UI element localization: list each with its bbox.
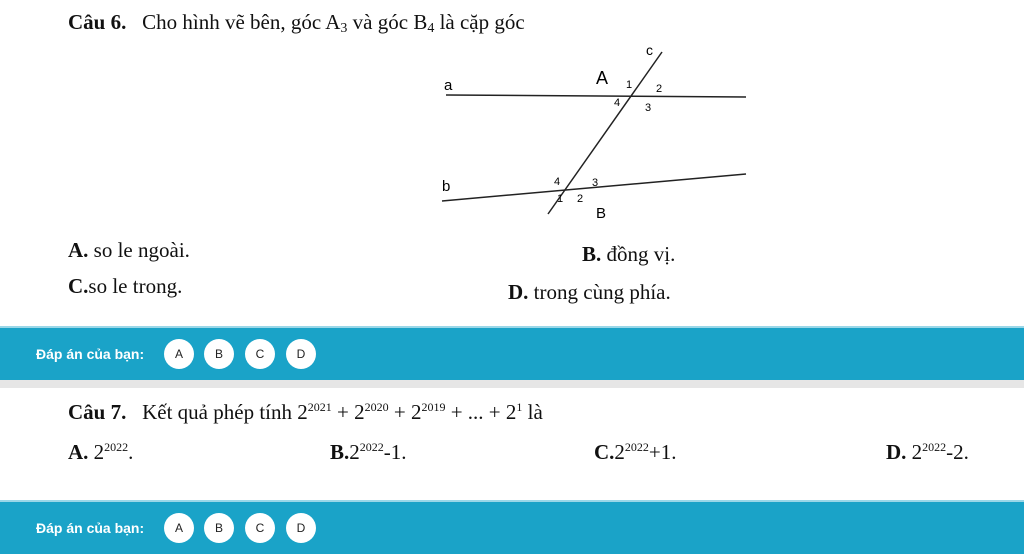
answer-2-choice-d[interactable]: D xyxy=(286,513,316,543)
option-7c-base: 2 xyxy=(614,440,625,464)
option-7d-base: 2 xyxy=(906,440,923,464)
angle-a-1: 1 xyxy=(626,79,633,91)
question-6-label: Câu 6. xyxy=(68,10,127,34)
option-6a-letter: A. xyxy=(68,238,89,262)
angle-a-2: 2 xyxy=(656,83,663,95)
option-7a-letter: A. xyxy=(68,440,89,464)
answer-1-choice-d[interactable]: D xyxy=(286,339,316,369)
answer-2-choice-b[interactable]: B xyxy=(204,513,234,543)
label-line-b: b xyxy=(442,178,451,195)
q7-e4: 1 xyxy=(516,400,523,414)
q7-b4: 2 xyxy=(505,400,517,424)
label-line-a: a xyxy=(444,77,453,94)
answer-1-choice-b[interactable]: B xyxy=(204,339,234,369)
option-7a-base: 2 xyxy=(88,440,105,464)
answer-bar-2 xyxy=(0,500,1024,554)
label-point-a: A xyxy=(596,68,609,88)
angle-b-3: 3 xyxy=(592,177,599,189)
angle-b-2: 2 xyxy=(577,193,584,205)
option-6c xyxy=(68,274,182,299)
option-6d-text: trong cùng phía. xyxy=(528,280,671,304)
answer-2-choice-c[interactable]: C xyxy=(245,513,275,543)
option-6d-letter: D. xyxy=(508,280,529,304)
q7-plus2: + xyxy=(388,400,411,424)
answer-bar-1 xyxy=(0,326,1024,380)
q6-text-mid: và góc B xyxy=(347,10,428,34)
separator xyxy=(0,380,1024,388)
option-7c xyxy=(594,440,677,465)
label-point-b: B xyxy=(596,205,607,222)
option-6c-text: so le trong. xyxy=(88,274,183,298)
angle-a-4: 4 xyxy=(614,97,621,109)
geometry-figure xyxy=(420,38,760,228)
q7-b2: 2 xyxy=(354,400,365,424)
option-7d-letter: D. xyxy=(886,440,907,464)
option-7d xyxy=(886,440,969,465)
option-6a-text: so le ngoài. xyxy=(88,238,190,262)
option-7a-tail: . xyxy=(128,440,134,464)
angle-b-1: 1 xyxy=(557,193,564,205)
q7-b3: 2 xyxy=(410,400,422,424)
option-6b xyxy=(582,242,675,267)
q7-e1: 2021 xyxy=(307,400,332,414)
angle-b-4: 4 xyxy=(554,176,561,188)
answer-2-choice-a[interactable]: A xyxy=(164,513,194,543)
option-7b-base: 2 xyxy=(349,440,360,464)
option-7d-exp: 2022 xyxy=(922,440,947,454)
q6-sub-b: 4 xyxy=(427,21,435,36)
option-6b-letter: B. xyxy=(582,242,602,266)
option-7b-tail: -1. xyxy=(383,440,407,464)
question-6-text xyxy=(68,10,525,37)
q7-tail: + ... + xyxy=(445,400,506,424)
option-7c-tail: +1. xyxy=(648,440,677,464)
q7-text-post: là xyxy=(522,400,543,424)
answer-1-choice-c[interactable]: C xyxy=(245,339,275,369)
option-7b-letter: B. xyxy=(330,440,350,464)
q7-e3: 2019 xyxy=(421,400,446,414)
q6-sub-a: 3 xyxy=(340,21,348,36)
q7-e2: 2020 xyxy=(364,400,389,414)
answer-bar-1-label: Đáp án của bạn: xyxy=(36,346,145,362)
option-7a-exp: 2022 xyxy=(104,440,129,454)
angle-a-3: 3 xyxy=(645,102,652,114)
answer-bar-2-label: Đáp án của bạn: xyxy=(36,520,145,536)
option-7d-tail: -2. xyxy=(946,440,969,464)
q7-b1: 2 xyxy=(297,400,308,424)
q7-plus1: + xyxy=(331,400,355,424)
option-6b-text: đồng vị. xyxy=(601,242,676,266)
option-6c-letter: C. xyxy=(68,274,89,298)
option-7b xyxy=(330,440,407,465)
option-6a xyxy=(68,238,190,263)
q7-text-pre: Kết quả phép tính xyxy=(142,400,298,424)
option-7c-letter: C. xyxy=(594,440,615,464)
q6-text-post: là cặp góc xyxy=(434,10,525,34)
option-7b-exp: 2022 xyxy=(359,440,384,454)
option-7c-exp: 2022 xyxy=(624,440,649,454)
label-line-c: c xyxy=(646,42,653,58)
question-7-label: Câu 7. xyxy=(68,400,127,424)
option-7a xyxy=(68,440,133,465)
question-7-text xyxy=(68,400,543,425)
q6-text-pre: Cho hình vẽ bên, góc A xyxy=(142,10,341,34)
answer-1-choice-a[interactable]: A xyxy=(164,339,194,369)
line-a xyxy=(446,95,746,97)
option-6d xyxy=(508,280,671,305)
